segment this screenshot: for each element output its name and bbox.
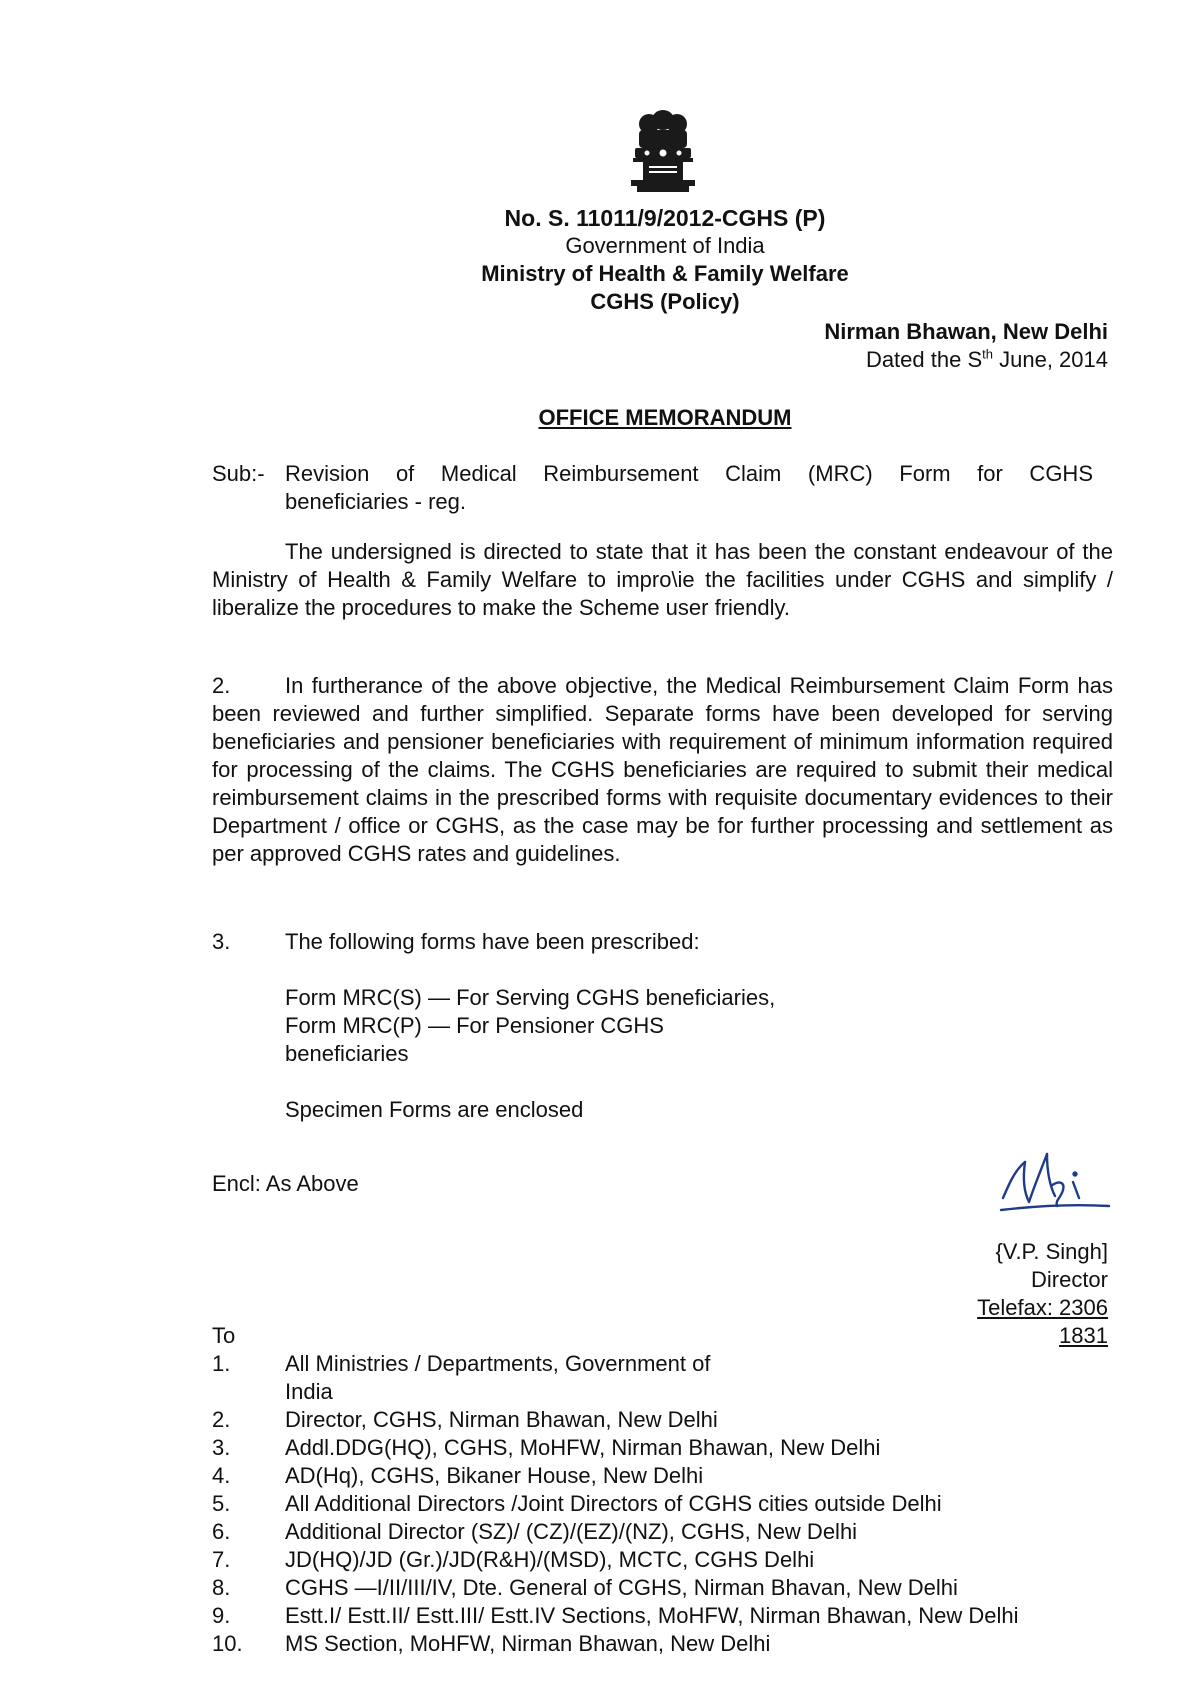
date-line xyxy=(866,346,1108,374)
recipient-item: CGHS —I/II/III/IV, Dte. General of CGHS, Nirman Bhavan, New Delhi xyxy=(285,1575,958,1600)
signatory-designation: Director xyxy=(1030,1267,1108,1292)
recipient-item: All Ministries / Departments, Government of xyxy=(285,1351,711,1376)
signature-mark xyxy=(985,1140,1115,1220)
recipient-item: Director, CGHS, Nirman Bhawan, New Delhi xyxy=(285,1407,718,1432)
paragraph-1: The undersigned is directed to state that it has been the constant endeavour of the Ministry of Health & Family Welfare to impro\ie the facilities under CGHS and simplify / liberalize the procedures to make the Scheme user friendly. xyxy=(212,539,1113,620)
form-mrc-p-line-2: beneficiaries xyxy=(285,1041,409,1066)
signatory-name: {V.P. Singh] xyxy=(995,1239,1108,1264)
enclosure-note: Encl: As Above xyxy=(212,1171,359,1196)
paragraph-3: The following forms have been prescribed: xyxy=(285,929,700,954)
date-day: $S^{th}$ xyxy=(967,346,993,372)
department-name: CGHS (Policy) xyxy=(590,289,740,314)
recipient-number: 10. xyxy=(212,1631,243,1656)
paragraph-2-number: 2. xyxy=(212,673,231,698)
recipient-number: 1. xyxy=(212,1351,231,1376)
government-name: Government of India xyxy=(565,233,765,258)
telefax-line-1: Telefax: 2306 xyxy=(977,1295,1108,1320)
subject-line-2: beneficiaries - reg. xyxy=(285,489,466,514)
telefax-line-2: 1831 xyxy=(1059,1323,1108,1348)
paragraph-2: In furtherance of the above objective, the Medical Reimbursement Claim Form has been reviewed and further simplified. Separate forms have been developed for serving beneficiaries and pensioner beneficiaries with requirement of minimum information required for processing of the claims. The CGHS beneficiaries are required to submit their medical reimbursement claims in the prescribed forms with requisite documentary evidences to their Department / office or CGHS, as the case may be for further processing and settlement as per approved CGHS rates and guidelines. xyxy=(212,673,1113,866)
recipient-item: All Additional Directors /Joint Directors of CGHS cities outside Delhi xyxy=(285,1491,942,1516)
recipient-number: 8. xyxy=(212,1575,231,1600)
recipient-item: AD(Hq), CGHS, Bikaner House, New Delhi xyxy=(285,1463,704,1488)
ministry-name: Ministry of Health & Family Welfare xyxy=(481,261,849,286)
recipient-number: 5. xyxy=(212,1491,231,1516)
to-label: To xyxy=(212,1323,236,1348)
subject-label: Sub:- xyxy=(212,461,265,486)
recipient-number: 4. xyxy=(212,1463,231,1488)
location: Nirman Bhawan, New Delhi xyxy=(824,319,1108,344)
date-suffix: June, 2014 xyxy=(999,347,1108,372)
recipient-number: 6. xyxy=(212,1519,231,1544)
recipient-item: JD(HQ)/JD (Gr.)/JD(R&H)/(MSD), MCTC, CGHS Delhi xyxy=(285,1547,815,1572)
recipient-item: MS Section, MoHFW, Nirman Bhawan, New Delhi xyxy=(285,1631,771,1656)
recipient-item: Addl.DDG(HQ), CGHS, MoHFW, Nirman Bhawan, New Delhi xyxy=(285,1435,881,1460)
recipient-item-continued: India xyxy=(285,1379,333,1404)
specimen-note: Specimen Forms are enclosed xyxy=(285,1097,584,1122)
date-prefix: Dated the xyxy=(865,347,962,372)
form-mrc-p-line-1: Form MRC(P) — For Pensioner CGHS xyxy=(285,1013,664,1038)
form-mrc-s: Form MRC(S) — For Serving CGHS beneficiaries, xyxy=(285,985,776,1010)
subject-line-1: Revision of Medical Reimbursement Claim (MRC) Form for CGHS xyxy=(285,461,1093,486)
file-number: No. S. 11011/9/2012-CGHS (P) xyxy=(504,205,826,231)
document-title: OFFICE MEMORANDUM xyxy=(538,405,792,430)
national-emblem-icon xyxy=(625,104,701,194)
paragraph-3-number: 3. xyxy=(212,929,231,954)
recipient-number: 2. xyxy=(212,1407,231,1432)
recipient-item: Estt.I/ Estt.II/ Estt.III/ Estt.IV Sections, MoHFW, Nirman Bhawan, New Delhi xyxy=(285,1603,1019,1628)
recipient-number: 3. xyxy=(212,1435,231,1460)
recipient-number: 7. xyxy=(212,1547,231,1572)
recipient-item: Additional Director (SZ)/ (CZ)/(EZ)/(NZ), CGHS, New Delhi xyxy=(285,1519,858,1544)
recipient-number: 9. xyxy=(212,1603,231,1628)
